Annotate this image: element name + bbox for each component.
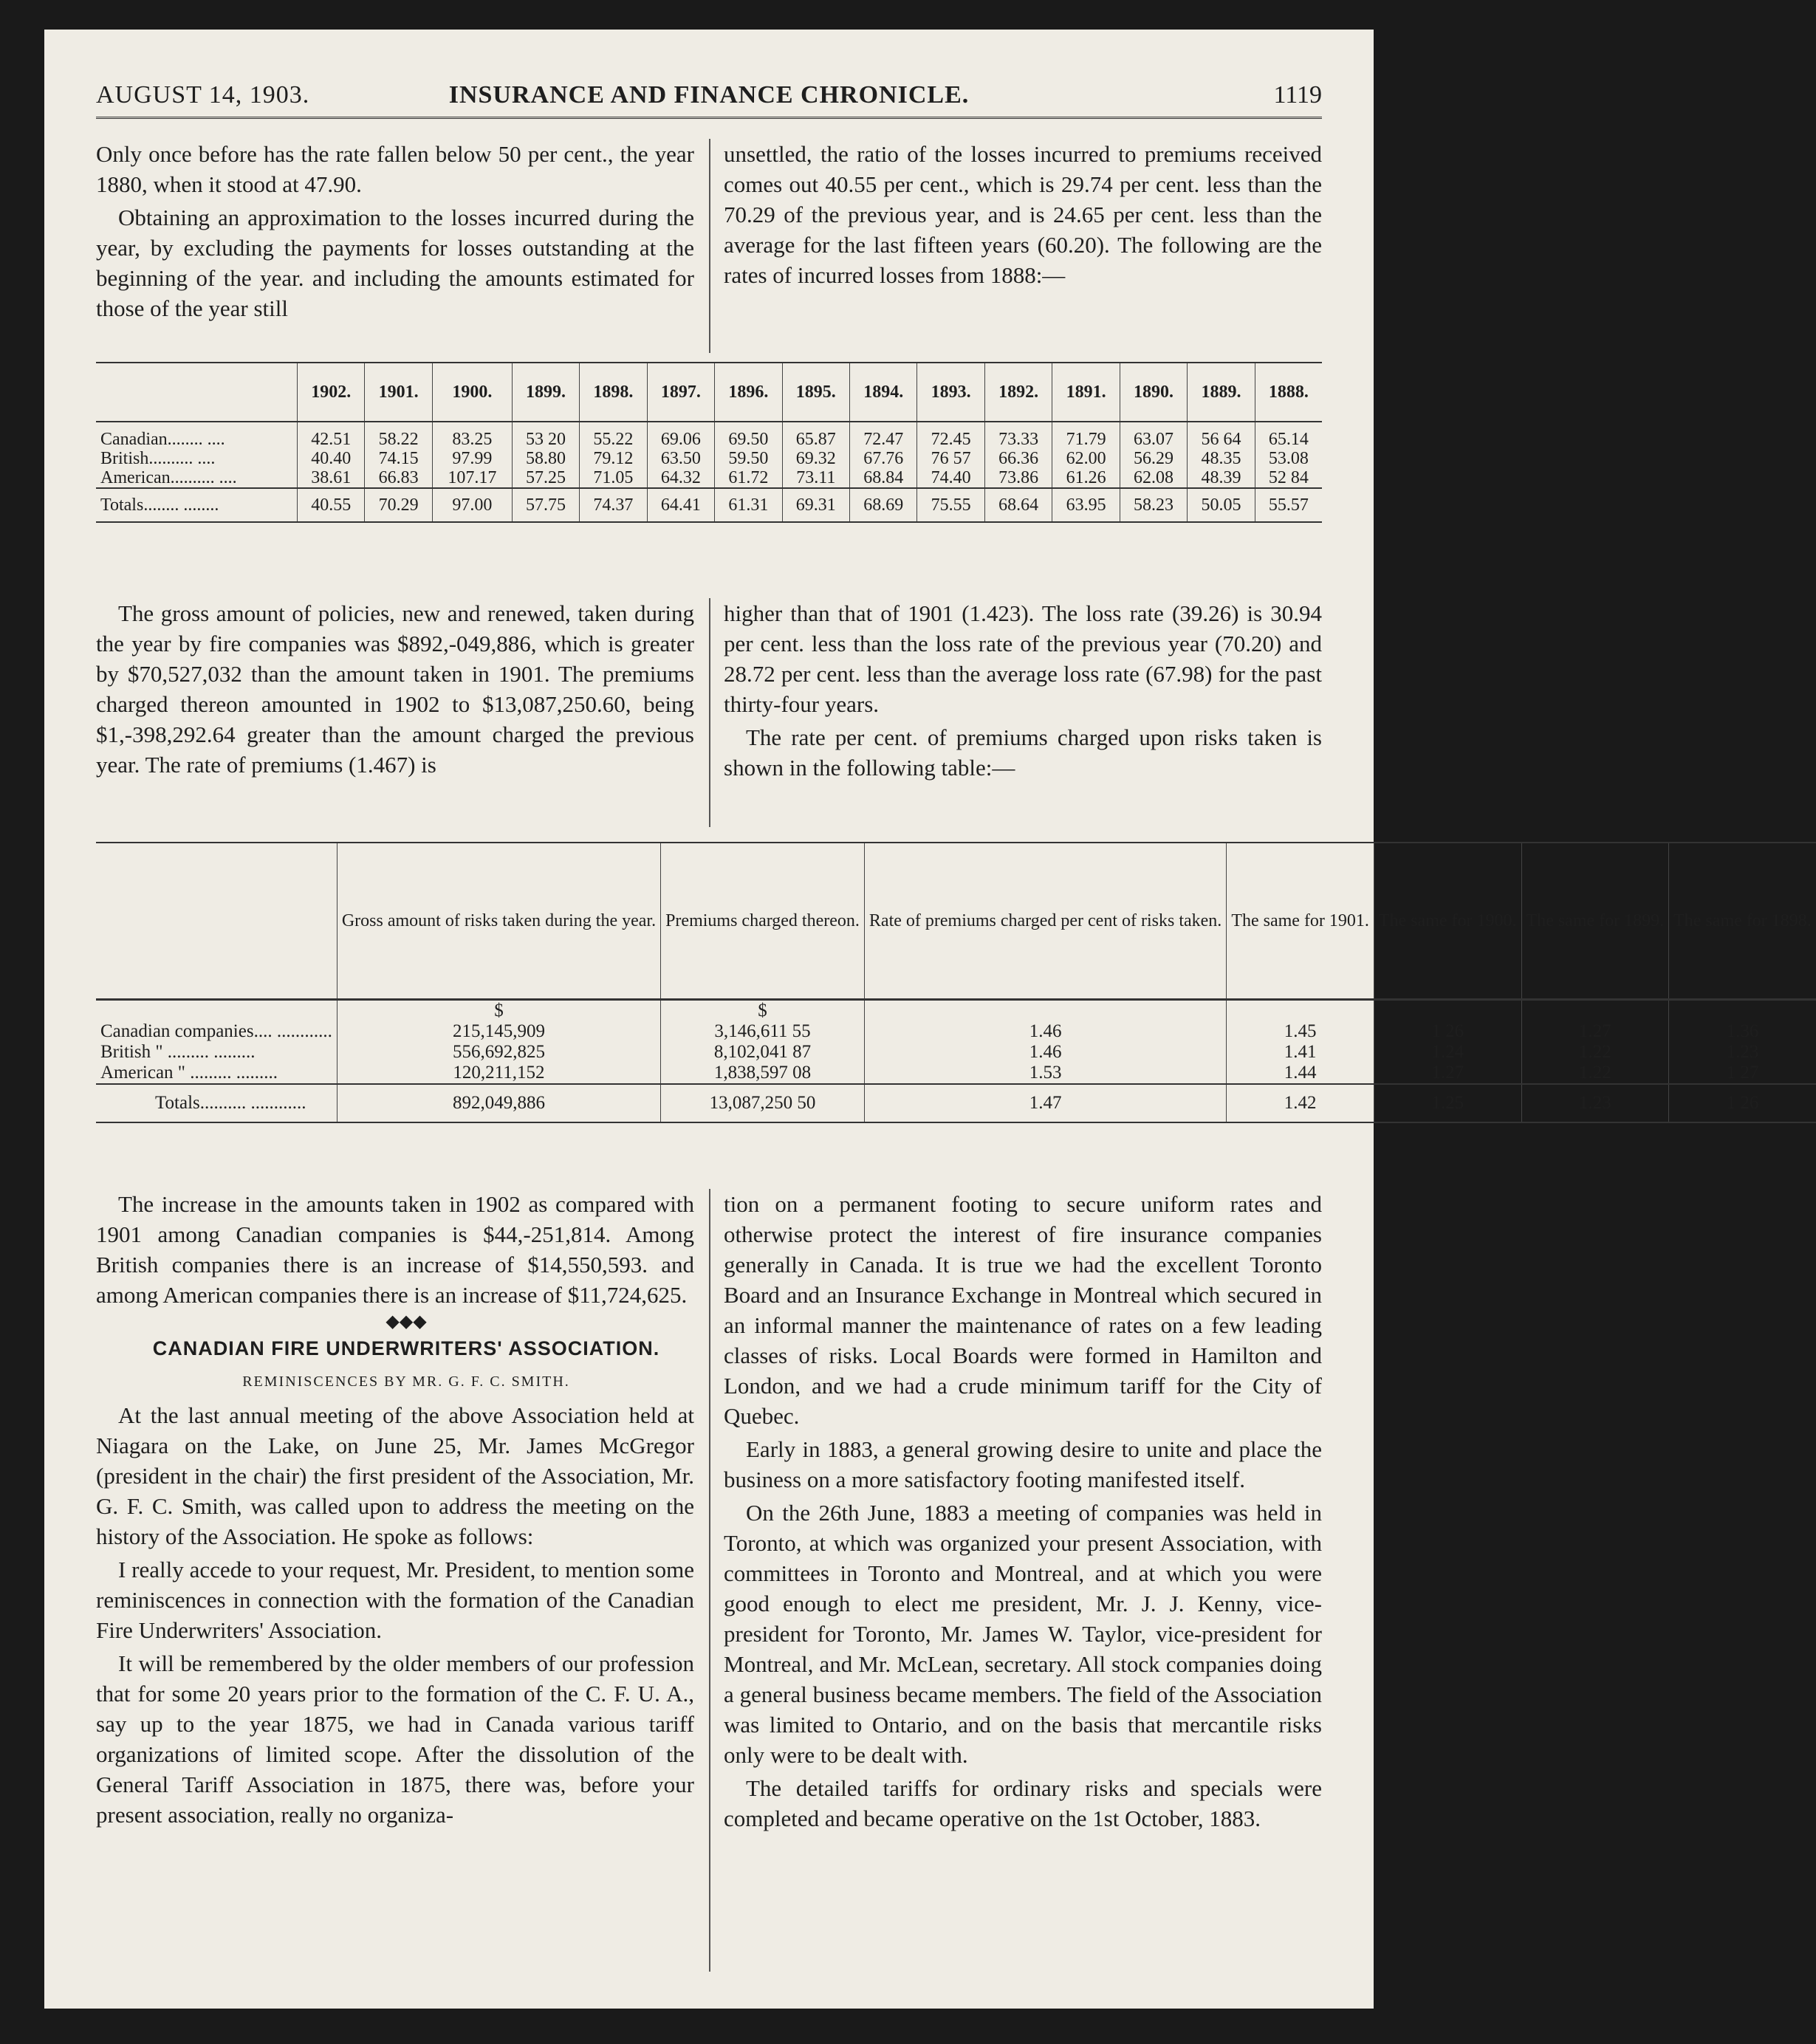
currency-cell xyxy=(1669,1000,1816,1022)
column-header: The same for 1900. xyxy=(1374,843,1521,1000)
table-cell: 1.47 xyxy=(864,1084,1226,1122)
row-label-header xyxy=(96,363,298,422)
top-left-column xyxy=(96,139,694,326)
table-header-row xyxy=(96,363,1322,422)
table-cell: 556,692,825 xyxy=(337,1042,660,1063)
table-cell: 1.42 xyxy=(1227,1084,1374,1122)
table-cell: 58.22 xyxy=(365,422,432,449)
table-cell: 1.22 xyxy=(1521,1042,1669,1063)
paragraph: At the last annual meeting of the above Association held at Niagara on the Lake, on June 25, Mr. James McGregor (president in the chair) the first president of the Association, Mr. G. F. C. Smith, was called upon to address the meeting on the history of the Association. He spoke as follows: xyxy=(96,1402,694,1549)
table-cell: 52 84 xyxy=(1255,468,1322,488)
year-header: 1894. xyxy=(850,363,917,422)
table-cell: 53 20 xyxy=(512,422,579,449)
table-cell: 73.11 xyxy=(782,468,849,488)
row-label: Totals........ ........ xyxy=(96,488,298,522)
section-ornament: ◆◆◆ xyxy=(386,1312,427,1331)
table-cell: 8,102,041 87 xyxy=(661,1042,865,1063)
year-header: 1895. xyxy=(782,363,849,422)
table-cell: 1 27 xyxy=(1669,1063,1816,1084)
row-label: Totals.......... ............ xyxy=(96,1084,337,1122)
table-cell: 75.55 xyxy=(917,488,984,522)
paragraph: I really accede to your request, Mr. President, to mention some reminiscences in connection with the formation of the Canadian Fire Underwriters' Association. xyxy=(96,1557,694,1643)
paragraph: unsettled, the ratio of the losses incurred to premiums received comes out 40.55 per cent., which is 29.74 per cent. less than the 70.29 of the previous year, and is 24.65 per cent. less than the average for the last fifteen years (60.20). The following are the rates of incurred losses from 1888:— xyxy=(724,141,1322,288)
table-cell: 97.00 xyxy=(432,488,512,522)
column-header: Premiums charged thereon. xyxy=(661,843,865,1000)
section-subtitle: REMINISCENCES BY MR. G. F. C. SMITH. xyxy=(242,1373,570,1390)
year-header: 1896. xyxy=(715,363,782,422)
table-cell: 74.15 xyxy=(365,449,432,468)
bottom-left-column xyxy=(96,1189,694,1833)
top-right-column xyxy=(724,139,1322,293)
currency-cell xyxy=(1227,1000,1374,1022)
column-divider xyxy=(709,598,710,827)
table-cell: 61.26 xyxy=(1052,468,1120,488)
totals-row xyxy=(96,1084,1816,1122)
table-cell: 63.50 xyxy=(647,449,714,468)
year-header: 1892. xyxy=(984,363,1052,422)
row-label: American.......... .... xyxy=(100,468,237,487)
table-cell: 1,838,597 08 xyxy=(661,1063,865,1084)
table-cell: 58.80 xyxy=(512,449,579,468)
table-cell: 68.84 xyxy=(850,468,917,488)
table-cell: 1.45 xyxy=(1227,1021,1374,1042)
page-header xyxy=(96,81,1322,126)
table-row xyxy=(96,422,1322,449)
row-label: Canadian companies.... ............ xyxy=(100,1021,332,1041)
paragraph: Only once before has the rate fallen below 50 per cent., the year 1880, when it stood at 47.90. xyxy=(96,141,694,197)
table-cell: 1.44 xyxy=(1227,1063,1374,1084)
page-number: 1119 xyxy=(1273,81,1322,109)
currency-cell xyxy=(1374,1000,1521,1022)
column-header: The same for 1898. xyxy=(1669,843,1816,1000)
year-header: 1902. xyxy=(298,363,365,422)
table-cell: 1.41 xyxy=(1227,1042,1374,1063)
bottom-right-column xyxy=(724,1189,1322,1836)
paragraph: Obtaining an approximation to the losses incurred during the year, by excluding the payments for losses outstanding at the beginning of the year. and including the amounts estimated for those of the year still xyxy=(96,205,694,321)
table-cell: 83.25 xyxy=(432,422,512,449)
row-label-header xyxy=(96,843,337,1000)
table-cell: 72.47 xyxy=(850,422,917,449)
paragraph: On the 26th June, 1883 a meeting of companies was held in Toronto, at which was organized your present Association, with committees in Toronto and Montreal, and at which you were good enough to elect me president, Mr. J. J. Kenny, vice-president for Toronto, Mr. James W. Taylor, vice-president for Montreal, and Mr. McLean, secretary. All stock companies doing a general business became members. The field of the Association was limited to Ontario, and on the basis that mercantile risks only were to be dealt with. xyxy=(724,1500,1322,1768)
currency-cell: $ xyxy=(661,1000,865,1022)
table-cell: 1.27 xyxy=(1521,1021,1669,1042)
table-cell: 68.64 xyxy=(984,488,1052,522)
paragraph: The detailed tariffs for ordinary risks and specials were completed and became operative on the 1st October, 1883. xyxy=(724,1775,1322,1831)
table-cell: 69.32 xyxy=(782,449,849,468)
table-row xyxy=(96,1021,1816,1042)
table-cell: 65.87 xyxy=(782,422,849,449)
table-cell: 71.79 xyxy=(1052,422,1120,449)
table-cell: 79.12 xyxy=(580,449,647,468)
paragraph: higher than that of 1901 (1.423). The loss rate (39.26) is 30.94 per cent. less than the loss rate of the previous year (70.20) and 28.72 per cent. less than the average loss rate (67.98) for the past thirty-four years. xyxy=(724,600,1322,717)
table-cell: 1.46 xyxy=(864,1021,1226,1042)
year-header: 1897. xyxy=(647,363,714,422)
table-cell: 68.69 xyxy=(850,488,917,522)
publication-title: INSURANCE AND FINANCE CHRONICLE. xyxy=(448,81,970,109)
table-cell: 74.37 xyxy=(580,488,647,522)
paragraph: Early in 1883, a general growing desire to unite and place the business on a more satisfactory footing manifested itself. xyxy=(724,1436,1322,1492)
year-header: 1898. xyxy=(580,363,647,422)
column-divider xyxy=(709,139,710,353)
table-row xyxy=(96,1063,1816,1084)
middle-left-column xyxy=(96,598,694,783)
table-cell: 71.05 xyxy=(580,468,647,488)
table-cell: 55.57 xyxy=(1255,488,1322,522)
paragraph: The gross amount of policies, new and renewed, taken during the year by fire companies was $892,-049,886, which is greater by $70,527,032 than the amount taken in 1901. The premiums charged thereon amounted in 1902 to $13,087,250.60, being $1,-398,292.64 greater than the amount charged the previous year. The rate of premiums (1.467) is xyxy=(96,600,694,778)
paragraph: The increase in the amounts taken in 1902 as compared with 1901 among Canadian companies is $44,-251,814. Among British companies there is an increase of $14,550,593. and among American companies there is an increase of $11,724,625. xyxy=(96,1191,694,1308)
year-header: 1889. xyxy=(1188,363,1255,422)
header-rule xyxy=(96,117,1322,119)
table-cell: 57.25 xyxy=(512,468,579,488)
paragraph: The rate per cent. of premiums charged upon risks taken is shown in the following table:— xyxy=(724,724,1322,781)
paragraph: It will be remembered by the older members of our profession that for some 20 years prior to the formation of the C. F. U. A., say up to the year 1875, we had in Canada various tariff organizations of limited scope. After the dissolution of the General Tariff Association in 1875, there was, before your present association, really no organiza- xyxy=(96,1650,694,1828)
table-cell: 69.06 xyxy=(647,422,714,449)
table-cell: 64.41 xyxy=(647,488,714,522)
table-cell: 1.36 xyxy=(1669,1021,1816,1042)
table-cell: 1.24 xyxy=(1374,1042,1521,1063)
year-header: 1890. xyxy=(1120,363,1187,422)
currency-cell xyxy=(864,1000,1226,1022)
currency-cell xyxy=(1521,1000,1669,1022)
year-header: 1891. xyxy=(1052,363,1120,422)
table-cell: 74.40 xyxy=(917,468,984,488)
table-cell: 61.31 xyxy=(715,488,782,522)
table-cell: 55.22 xyxy=(580,422,647,449)
middle-right-column xyxy=(724,598,1322,786)
table-cell: 69.31 xyxy=(782,488,849,522)
row-label: American " ......... ......... xyxy=(100,1063,278,1083)
table-cell: 56.29 xyxy=(1120,449,1187,468)
section-title: CANADIAN FIRE UNDERWRITERS' ASSOCIATION. xyxy=(152,1337,660,1359)
table-cell: 69.50 xyxy=(715,422,782,449)
row-label: British " ......... ......... xyxy=(100,1042,256,1062)
table-cell: 56 64 xyxy=(1188,422,1255,449)
table-cell: 73.33 xyxy=(984,422,1052,449)
column-divider xyxy=(709,1189,710,1972)
row-label: British.......... .... xyxy=(100,449,216,468)
year-header: 1893. xyxy=(917,363,984,422)
totals-row xyxy=(96,488,1322,522)
issue-date: AUGUST 14, 1903. xyxy=(96,81,310,109)
premium-rates-table xyxy=(96,842,1816,1123)
currency-row xyxy=(96,1000,1816,1022)
table-cell: 120,211,152 xyxy=(337,1063,660,1084)
table-cell: 66.36 xyxy=(984,449,1052,468)
paragraph: tion on a permanent footing to secure uniform rates and otherwise protect the interest of fire insurance companies generally in Canada. It is true we had the excellent Toronto Board and an Insurance Exchange in Montreal which secured in an informal manner the maintenance of rates on a few leading classes of risks. Local Boards were formed in Hamilton and London, and we had a crude minimum tariff for the City of Quebec. xyxy=(724,1191,1322,1429)
table-cell: 63.07 xyxy=(1120,422,1187,449)
row-label: Canadian........ .... xyxy=(100,430,225,449)
loss-rates-table xyxy=(96,362,1322,523)
table-cell: 57.75 xyxy=(512,488,579,522)
table-cell: 107.17 xyxy=(432,468,512,488)
year-header: 1888. xyxy=(1255,363,1322,422)
column-header: The same for 1899. xyxy=(1521,843,1669,1000)
column-header: Gross amount of risks taken during the year. xyxy=(337,843,660,1000)
table-cell: 1.22 xyxy=(1521,1063,1669,1084)
currency-cell: $ xyxy=(337,1000,660,1022)
table-row xyxy=(96,449,1322,468)
table-cell: 64.32 xyxy=(647,468,714,488)
table-cell: 38.61 xyxy=(298,468,365,488)
table-cell: 48.35 xyxy=(1188,449,1255,468)
table-cell: 1.23 xyxy=(1521,1084,1669,1122)
table-cell: 59.50 xyxy=(715,449,782,468)
newspaper-page xyxy=(44,30,1812,2009)
table-cell: 42.51 xyxy=(298,422,365,449)
table-cell: 215,145,909 xyxy=(337,1021,660,1042)
table-cell: 1.27 xyxy=(1374,1063,1521,1084)
table-cell: 1 26 xyxy=(1669,1084,1816,1122)
table-cell: 62.08 xyxy=(1120,468,1187,488)
year-header: 1899. xyxy=(512,363,579,422)
table-cell: 66.83 xyxy=(365,468,432,488)
table-cell: 892,049,886 xyxy=(337,1084,660,1122)
table-cell: 40.55 xyxy=(298,488,365,522)
table-cell: 3,146,611 55 xyxy=(661,1021,865,1042)
table-cell: 1.25 xyxy=(1374,1084,1521,1122)
table-cell: 13,087,250 50 xyxy=(661,1084,865,1122)
column-header: The same for 1901. xyxy=(1227,843,1374,1000)
year-header: 1900. xyxy=(432,363,512,422)
table-cell: 48.39 xyxy=(1188,468,1255,488)
table-cell: 72.45 xyxy=(917,422,984,449)
table-cell: 1.53 xyxy=(864,1063,1226,1084)
currency-cell xyxy=(96,1000,337,1022)
table-cell: 63.95 xyxy=(1052,488,1120,522)
table-cell: 73.86 xyxy=(984,468,1052,488)
table-row xyxy=(96,1042,1816,1063)
table-cell: 1.23 xyxy=(1669,1042,1816,1063)
table-cell: 67.76 xyxy=(850,449,917,468)
table-cell: 58.23 xyxy=(1120,488,1187,522)
table-cell: 70.29 xyxy=(365,488,432,522)
table-cell: 61.72 xyxy=(715,468,782,488)
table-cell: 1.46 xyxy=(864,1042,1226,1063)
table-header-row xyxy=(96,843,1816,1000)
table-cell: 1 26 xyxy=(1374,1021,1521,1042)
table-cell: 97.99 xyxy=(432,449,512,468)
table-cell: 65.14 xyxy=(1255,422,1322,449)
column-header: Rate of premiums charged per cent of risks taken. xyxy=(864,843,1226,1000)
table-cell: 76 57 xyxy=(917,449,984,468)
table-row xyxy=(96,468,1322,488)
year-header: 1901. xyxy=(365,363,432,422)
table-cell: 40.40 xyxy=(298,449,365,468)
table-cell: 62.00 xyxy=(1052,449,1120,468)
table-cell: 53.08 xyxy=(1255,449,1322,468)
table-cell: 50.05 xyxy=(1188,488,1255,522)
